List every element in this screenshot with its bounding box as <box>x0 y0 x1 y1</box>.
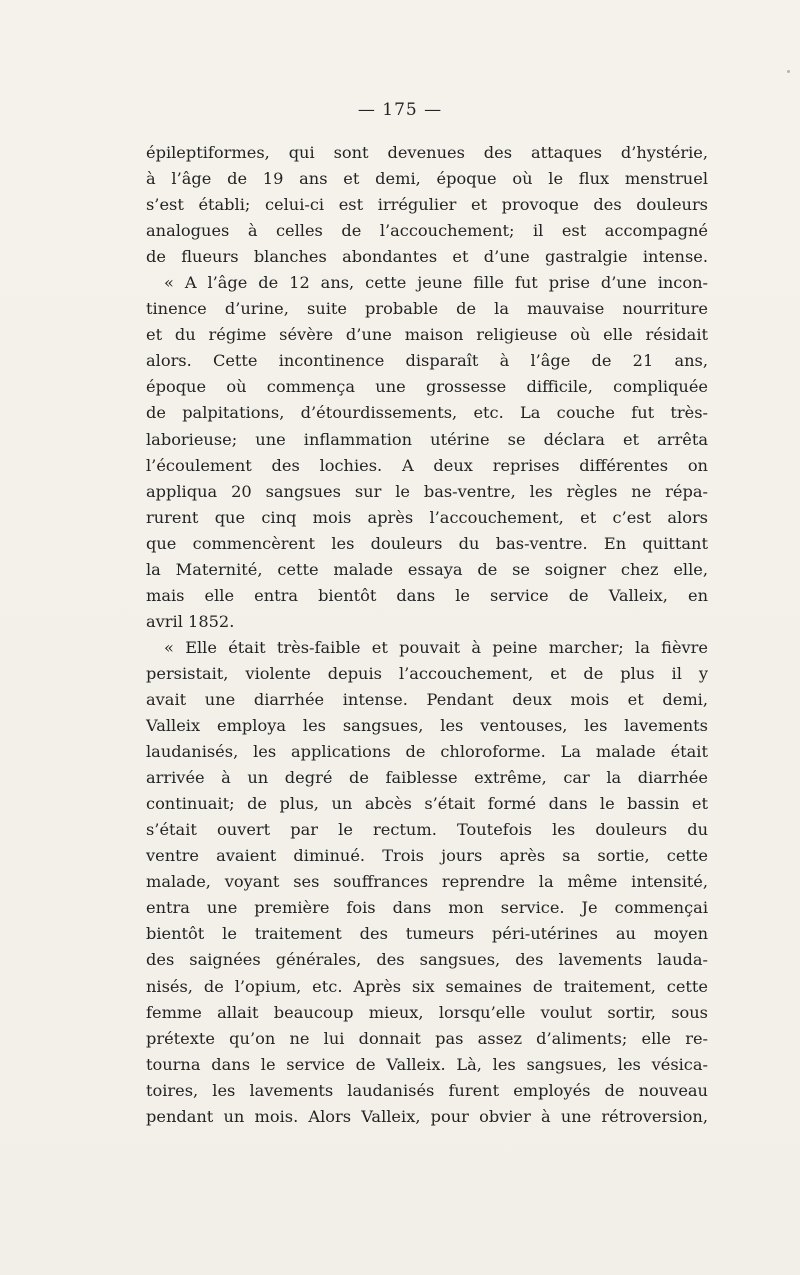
text-line: que commencèrent les douleurs du bas-ventre. En quittant <box>146 533 708 553</box>
text-line: pendant un mois. Alors Valleix, pour obvier à une rétroversion, <box>146 1106 708 1126</box>
text-line: prétexte qu’on ne lui donnait pas assez d’aliments; elle re- <box>146 1028 708 1048</box>
text-line: entra une première fois dans mon service. Je commençai <box>146 898 708 918</box>
text-line: analogues à celles de l’accouchement; il est accompagné <box>146 221 708 241</box>
text-line: persistait, violente depuis l’accouchement, et de plus il y <box>146 663 708 683</box>
body-text <box>146 140 708 1130</box>
page-number: — 175 — <box>357 100 443 120</box>
text-line: de palpitations, d’étourdissements, etc. La couche fut très- <box>146 403 708 423</box>
text-line: des saignées générales, des sangsues, des lavements lauda- <box>146 950 708 970</box>
text-line: laudanisés, les applications de chloroforme. La malade était <box>146 742 708 762</box>
text-line: nisés, de l’opium, etc. Après six semaines de traitement, cette <box>146 976 708 996</box>
text-line: époque où commença une grossesse difficile, compliquée <box>146 377 708 397</box>
text-line: avait une diarrhée intense. Pendant deux mois et demi, <box>146 689 708 709</box>
text-line: s’était ouvert par le rectum. Toutefois les douleurs du <box>146 820 708 840</box>
text-line: « A l’âge de 12 ans, cette jeune fille fut prise d’une incon- <box>164 273 708 293</box>
text-line: Valleix employa les sangsues, les ventouses, les lavements <box>146 716 708 736</box>
text-line: s’est établi; celui-ci est irrégulier et provoque des douleurs <box>146 195 708 215</box>
text-line: épileptiformes, qui sont devenues des attaques d’hystérie, <box>146 143 708 162</box>
text-line: la Maternité, cette malade essaya de se soigner chez elle, <box>146 559 708 579</box>
text-line: à l’âge de 19 ans et demi, époque où le flux menstruel <box>146 169 708 189</box>
text-line: rurent que cinq mois après l’accouchement, et c’est alors <box>146 507 708 527</box>
text-line: alors. Cette incontinence disparaît à l’âge de 21 ans, <box>146 351 708 371</box>
text-line: laborieuse; une inflammation utérine se déclara et arrêta <box>146 429 708 449</box>
page-speck <box>787 70 790 73</box>
text-line: et du régime sévère d’une maison religieuse où elle résidait <box>146 325 708 345</box>
text-line: tinence d’urine, suite probable de la mauvaise nourriture <box>146 299 708 319</box>
text-line: de flueurs blanches abondantes et d’une gastralgie intense. <box>146 247 708 267</box>
text-line: tourna dans le service de Valleix. Là, les sangsues, les vésica- <box>146 1054 708 1074</box>
text-line: continuait; de plus, un abcès s’était formé dans le bassin et <box>146 794 708 814</box>
text-line: femme allait beaucoup mieux, lorsqu’elle voulut sortir, sous <box>146 1002 708 1022</box>
text-line: malade, voyant ses souffrances reprendre la même intensité, <box>146 872 708 892</box>
text-line: bientôt le traitement des tumeurs péri-utérines au moyen <box>146 924 708 944</box>
text-line: avril 1852. <box>146 611 235 631</box>
text-line: appliqua 20 sangsues sur le bas-ventre, les règles ne répa- <box>146 481 708 501</box>
text-line: mais elle entra bientôt dans le service de Valleix, en <box>146 585 708 605</box>
text-line: l’écoulement des lochies. A deux reprises différentes on <box>146 455 708 475</box>
text-line: arrivée à un degré de faiblesse extrême, car la diarrhée <box>146 768 708 788</box>
text-line: ventre avaient diminué. Trois jours après sa sortie, cette <box>146 846 708 866</box>
text-line: toires, les lavements laudanisés furent employés de nouveau <box>146 1080 708 1100</box>
text-line: « Elle était très-faible et pouvait à peine marcher; la fièvre <box>164 637 708 657</box>
